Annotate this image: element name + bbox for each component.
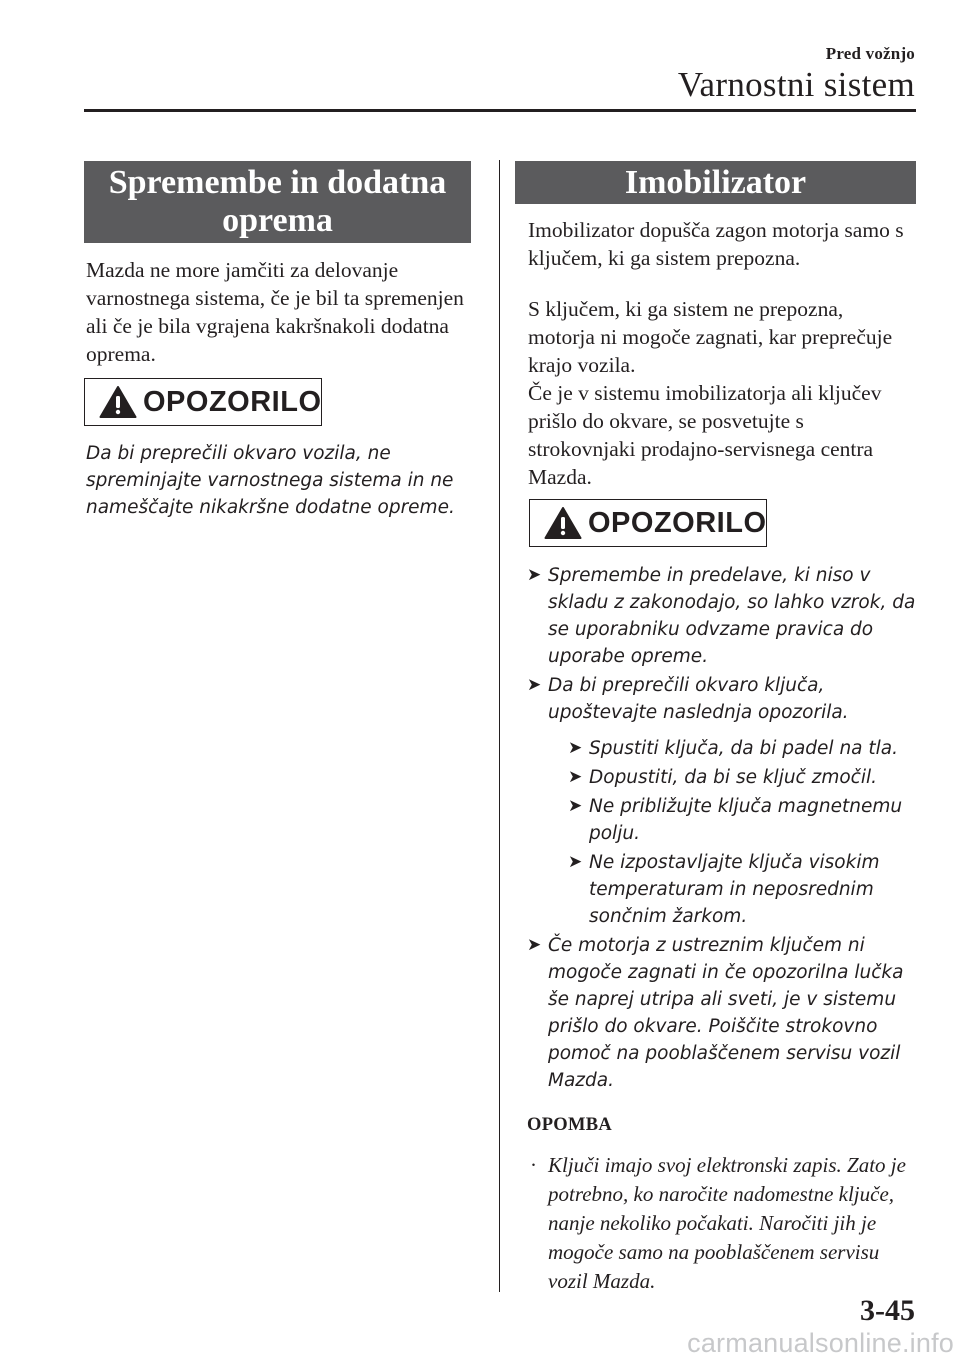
spremembe-paragraph: Mazda ne more jamčiti za delovanje varnostnega sistema, če je bil ta spremenjen ali če je bila vgrajena kakršnakoli dodatna oprema. <box>86 258 464 366</box>
imobilizator-paragraph-1: Imobilizator dopušča zagon motorja samo s ključem, ki ga sistem prepozna. <box>528 218 904 270</box>
sub-warning-item <box>568 764 919 791</box>
page-number: 3-45 <box>860 1294 915 1327</box>
warning-list <box>527 562 919 1094</box>
sub-warning-item <box>568 849 919 930</box>
warning-triangle-icon <box>99 385 137 419</box>
sub-warning-text: Ne izpostavljajte ključa visokim temperaturam in neposrednim sončnim žarkom. <box>589 852 880 927</box>
chapter-title: Varnostni sistem <box>677 65 915 104</box>
arrow-bullet-icon: ➤ <box>568 767 583 787</box>
arrow-bullet-icon: ➤ <box>568 738 583 758</box>
dot-bullet-icon: · <box>530 1153 537 1177</box>
note-item <box>530 1151 920 1296</box>
warning-label: OPOZORILO <box>588 506 767 539</box>
arrow-bullet-icon: ➤ <box>568 852 583 872</box>
warning-triangle-icon <box>544 506 582 540</box>
imobilizator-paragraph-3: Če je v sistemu imobilizatorja ali ključev prišlo do okvare, se posvetujte s strokovnjaki prodajno-servisnega centra Mazda. <box>528 381 882 489</box>
warning-item <box>527 672 919 930</box>
note-item-text: Ključi imajo svoj elektronski zapis. Zato je potrebno, ko naročite nadomestne ključe, nanje nekoliko počakati. Naročiti jih je mogoče samo na pooblaščenem servisu vozil Mazda. <box>548 1153 906 1293</box>
warning-item-text: Če motorja z ustreznim ključem ni mogoče zagnati in če opozorilna lučka še naprej utripa ali sveti, je v sistemu prišlo do okvare. Poiščite strokovno pomoč na pooblaščenem servisu vozil Mazda. <box>548 935 904 1091</box>
sub-warning-text: Spustiti ključa, da bi padel na tla. <box>589 738 899 759</box>
warning-box-left <box>84 378 322 426</box>
section-heading-spremembe: Spremembe in dodatna oprema <box>84 161 471 243</box>
warning-text-left: Da bi preprečili okvaro vozila, ne spreminjajte varnostnega sistema in ne nameščajte nikakršne dodatne opreme. <box>86 443 455 518</box>
header-rule <box>84 109 916 112</box>
sub-warning-item <box>568 793 919 847</box>
imobilizator-paragraph-2 <box>528 295 913 491</box>
sub-warning-item <box>568 735 919 762</box>
arrow-bullet-icon: ➤ <box>527 565 542 585</box>
warning-label: OPOZORILO <box>143 385 322 418</box>
footer-watermark: carmanualsonline.info <box>687 1328 954 1358</box>
note-list <box>530 1151 920 1296</box>
key-warning-sublist <box>548 735 919 930</box>
sub-warning-text: Ne približujte ključa magnetnemu polju. <box>589 796 903 844</box>
section-heading-imobilizator: Imobilizator <box>515 161 916 204</box>
arrow-bullet-icon: ➤ <box>527 935 542 955</box>
warning-item <box>527 562 919 670</box>
column-divider <box>499 160 500 1292</box>
warning-item <box>527 932 919 1094</box>
sub-warning-text: Dopustiti, da bi se ključ zmočil. <box>589 767 877 788</box>
warning-box-right <box>529 499 767 547</box>
warning-item-text: Spremembe in predelave, ki niso v skladu z zakonodajo, so lahko vzrok, da se uporabniku odvzame pravica do uporabe opreme. <box>548 565 916 667</box>
page-header <box>678 44 915 105</box>
note-heading: OPOMBA <box>527 1115 613 1135</box>
arrow-bullet-icon: ➤ <box>568 796 583 816</box>
imobilizator-paragraph-2a: S ključem, ki ga sistem ne prepozna, motorja ni mogoče zagnati, kar preprečuje krajo vozila. <box>528 297 893 377</box>
chapter-subtitle: Pred vožnjo <box>825 44 915 63</box>
arrow-bullet-icon: ➤ <box>527 675 542 695</box>
warning-item-text: Da bi preprečili okvaro ključa, upoštevajte naslednja opozorila. <box>548 675 849 723</box>
